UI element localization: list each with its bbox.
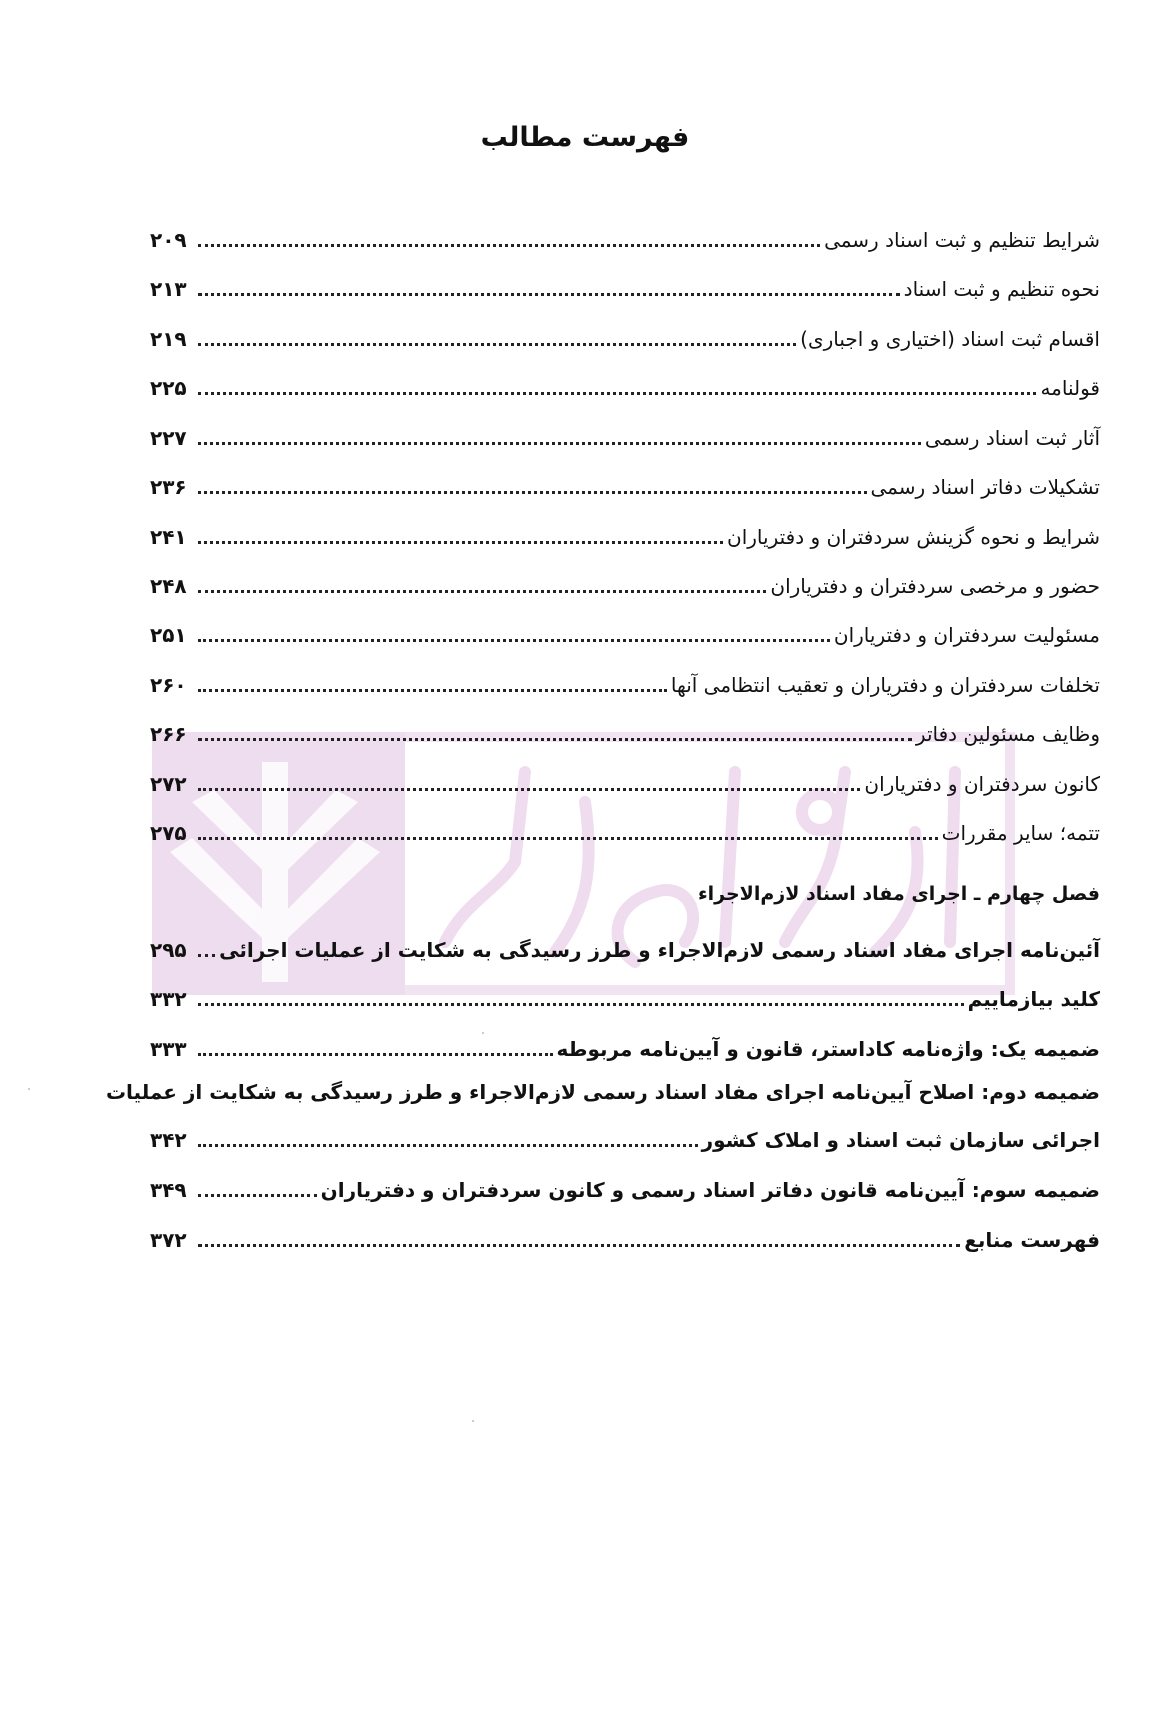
dot-leader (198, 837, 938, 840)
toc-entry (150, 762, 1100, 798)
toc-page-number: ۳۴۲ (150, 1128, 187, 1152)
toc-page-number: ۲۱۳ (150, 277, 187, 301)
toc-entry (150, 712, 1100, 748)
toc-entry (150, 366, 1100, 402)
toc-entry-title: آثار ثبت اسناد رسمی (924, 426, 1100, 450)
toc-page-number: ۳۷۲ (150, 1228, 187, 1252)
toc-page-number: ۲۲۷ (150, 426, 187, 450)
dot-leader (198, 738, 912, 741)
toc-entry (150, 267, 1100, 303)
toc-entry-title: اقسام ثبت اسناد (اختیاری و اجباری) (800, 327, 1100, 351)
toc-page-number: ۲۰۹ (150, 228, 187, 252)
toc-page-number: ۲۶۰ (150, 673, 187, 697)
toc-entry-title: ضمیمه سوم: آیین‌نامه قانون دفاتر اسناد رسمی و کانون سردفتران و دفتریاران (320, 1178, 1100, 1202)
toc-page-number: ۲۵۱ (150, 623, 187, 647)
scan-speck (28, 1088, 30, 1090)
toc-entry (150, 564, 1100, 600)
toc-entry-title: تتمه؛ سایر مقررات (941, 821, 1100, 845)
dot-leader (198, 689, 667, 692)
dot-leader (198, 244, 820, 247)
toc-entry-title: اجرائی سازمان ثبت اسناد و املاک کشور (701, 1128, 1100, 1152)
toc-page-number: ۲۷۵ (150, 821, 187, 845)
dot-leader (198, 954, 215, 957)
page-title: فهرست مطالب (480, 122, 690, 153)
dot-leader (198, 639, 830, 642)
toc-page-number: ۳۳۳ (150, 1037, 187, 1061)
toc-entry-title: وظایف مسئولین دفاتر (915, 722, 1100, 746)
toc-page-number: ۲۶۶ (150, 722, 187, 746)
toc-entry-title: فهرست منابع (964, 1228, 1100, 1252)
dot-leader (198, 392, 1036, 395)
toc-entry-title: تشکیلات دفاتر اسناد رسمی (870, 475, 1100, 499)
toc-entry-title: ضمیمه یک: واژه‌نامه کاداستر، قانون و آیین‌نامه مربوطه (556, 1037, 1100, 1061)
toc-entry-title: کلید بیازماییم (967, 987, 1100, 1011)
dot-leader (198, 1244, 960, 1247)
toc-entry (150, 1218, 1100, 1254)
toc-entry-title: آئین‌نامه اجرای مفاد اسناد رسمی لازم‌الاجراء و طرز رسیدگی به شکایت از عملیات اجرائی (219, 938, 1100, 962)
dot-leader (198, 590, 766, 593)
toc-entry (150, 515, 1100, 551)
toc-entry (150, 465, 1100, 501)
toc-page-number: ۲۲۵ (150, 376, 187, 400)
toc-entry-title: کانون سردفتران و دفتریاران (864, 772, 1100, 796)
dot-leader (198, 343, 796, 346)
toc-entry (150, 977, 1100, 1013)
toc-entry-title: نحوه تنظیم و ثبت اسناد (903, 277, 1100, 301)
toc-entry-title: تخلفات سردفتران و دفتریاران و تعقیب انتظامی آنها (670, 673, 1100, 697)
toc-page-number: ۲۱۹ (150, 327, 187, 351)
toc-entry (150, 1027, 1100, 1063)
toc-page-number: ۲۳۶ (150, 475, 187, 499)
dot-leader (198, 1003, 964, 1006)
toc-entry-title: شرایط تنظیم و ثبت اسناد رسمی (824, 228, 1100, 252)
dot-leader (198, 1144, 698, 1147)
dot-leader (198, 541, 723, 544)
toc-entry (150, 416, 1100, 452)
toc-entry (150, 613, 1100, 649)
toc-entry (150, 218, 1100, 254)
dot-leader (198, 442, 921, 445)
toc-entry-title: قولنامه (1040, 376, 1100, 400)
toc-entry (150, 928, 1100, 964)
chapter-heading: فصل چهارم ـ اجرای مفاد اسناد لازم‌الاجراء (697, 883, 1100, 905)
toc-page-number: ۳۴۹ (150, 1178, 187, 1202)
toc-entry-title: حضور و مرخصی سردفتران و دفتریاران (770, 574, 1100, 598)
toc-page-number: ۲۹۵ (150, 938, 187, 962)
dot-leader (198, 293, 900, 296)
toc-entry-line1: ضمیمه دوم: اصلاح آیین‌نامه اجرای مفاد اسناد رسمی لازم‌الاجراء و طرز رسیدگی به شکایت از عملیات (105, 1080, 1100, 1104)
toc-entry (150, 1168, 1100, 1204)
dot-leader (198, 788, 860, 791)
toc-entry (150, 317, 1100, 353)
scan-speck (472, 1420, 474, 1422)
toc-page-number: ۲۴۸ (150, 574, 187, 598)
toc-entry (150, 1118, 1100, 1154)
dot-leader (198, 1194, 317, 1197)
toc-page-number: ۳۳۲ (150, 987, 187, 1011)
toc-entry-title: شرایط و نحوه گزینش سردفتران و دفتریاران (727, 525, 1100, 549)
dot-leader (198, 1053, 553, 1056)
toc-entry (150, 811, 1100, 847)
toc-entry-title: مسئولیت سردفتران و دفتریاران (833, 623, 1100, 647)
dot-leader (198, 491, 867, 494)
toc-entry (150, 663, 1100, 699)
toc-page-number: ۲۷۲ (150, 772, 187, 796)
toc-page-number: ۲۴۱ (150, 525, 187, 549)
